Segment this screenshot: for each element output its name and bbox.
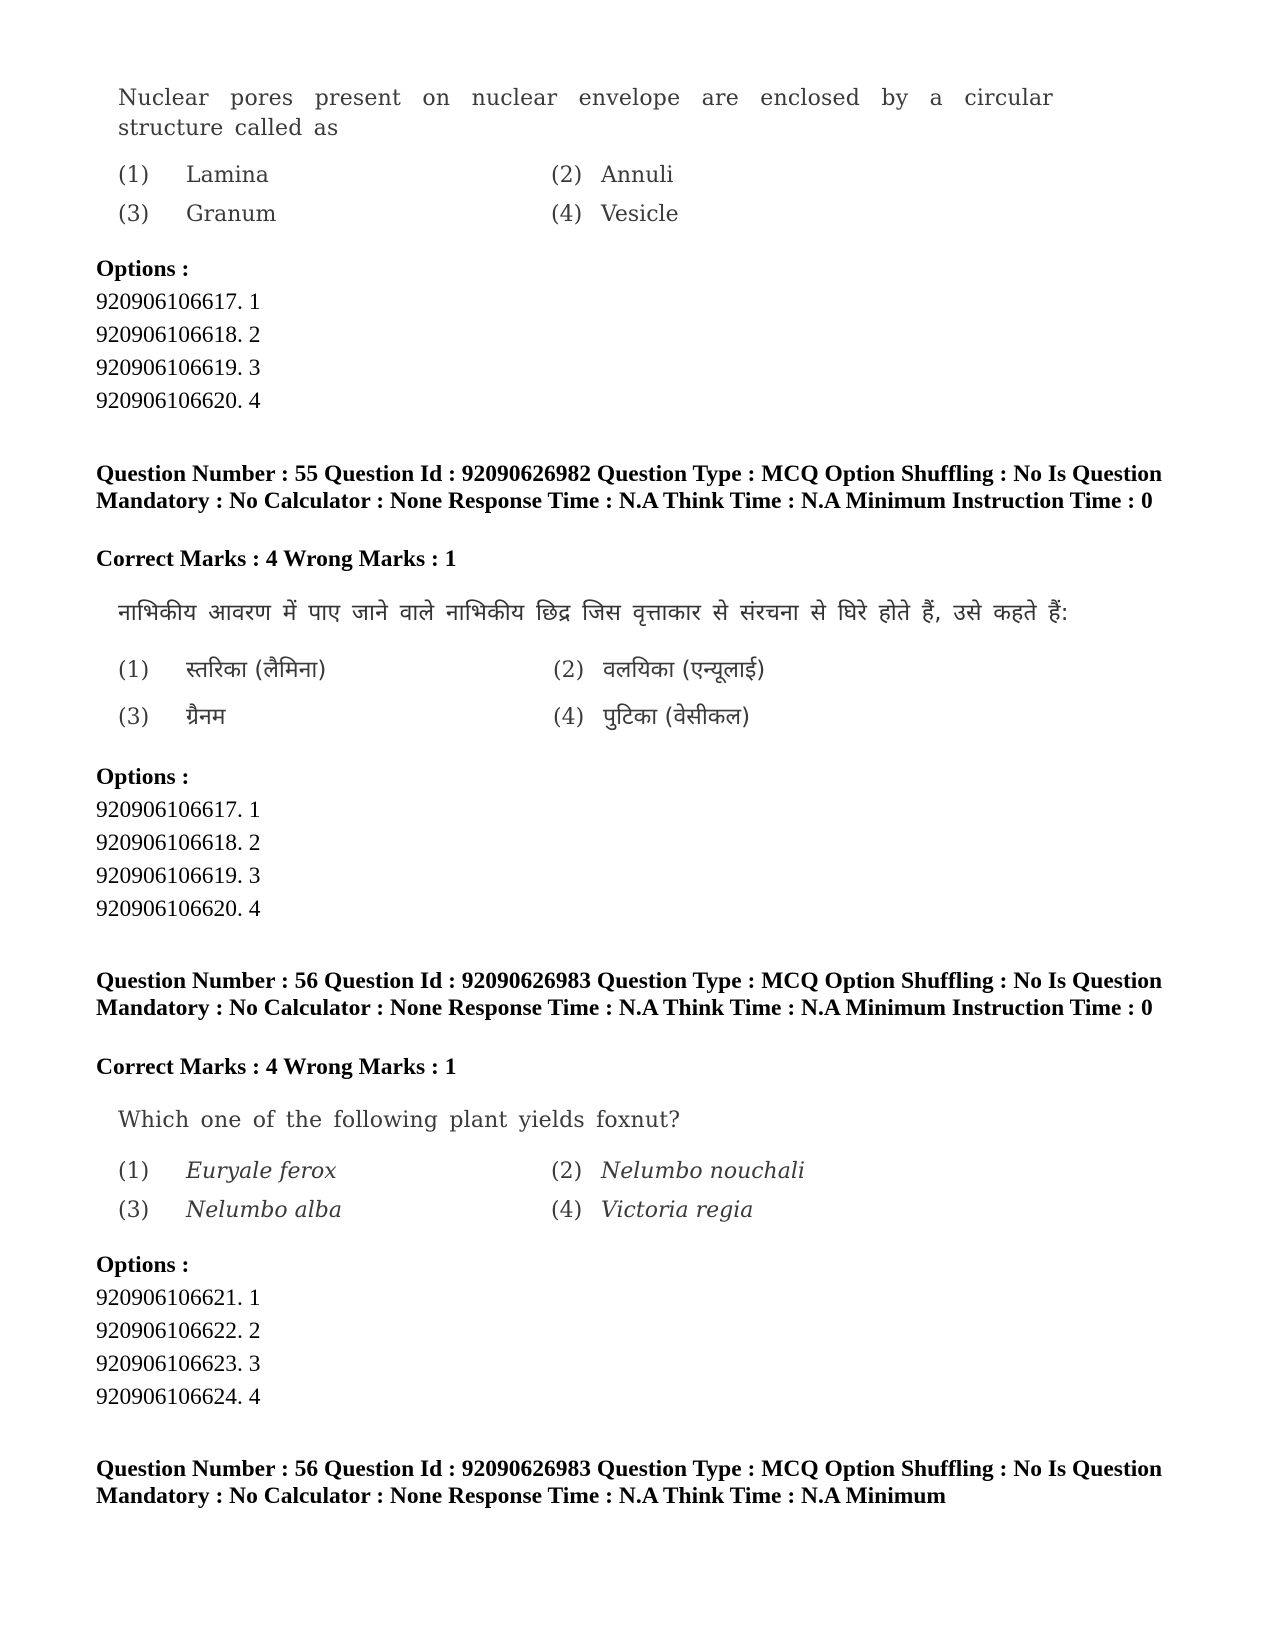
option-id-row: 920906106624. 4 (96, 1384, 261, 1410)
question-56-option-3: (3) Nelumbo alba (118, 1198, 343, 1223)
question-54-option-2: (2) Annuli (551, 163, 674, 188)
question-55-options-list (96, 761, 1206, 926)
question-56-body (118, 1106, 1078, 1236)
option-id-row: 920906106620. 4 (96, 896, 261, 922)
question-56-option-1: (1) Euryale ferox (118, 1159, 337, 1184)
option-id-row: 920906106621. 1 (96, 1285, 261, 1311)
question-54-body (118, 84, 1078, 234)
question-56-text: Which one of the following plant yields foxnut? (118, 1108, 681, 1133)
question-56-option-2: (2) Nelumbo nouchali (551, 1159, 805, 1184)
option-id-row: 920906106617. 1 (96, 797, 261, 823)
options-heading: Options : (96, 764, 190, 790)
option-id-row: 920906106618. 2 (96, 322, 261, 348)
question-56-header: Question Number : 56 Question Id : 92090626983 Question Type : MCQ Option Shuffling : No Is Question Mandatory : No Calculator : None Response Time : N.A Think Time : N.A Minimum Instruction Time : 0 (96, 968, 1163, 1021)
option-id-row: 920906106619. 3 (96, 863, 261, 889)
option-id-row: 920906106618. 2 (96, 830, 261, 856)
question-54-option-3: (3) Granum (118, 202, 277, 227)
question-56-marks: Correct Marks : 4 Wrong Marks : 1 (96, 1054, 457, 1080)
question-55-header: Question Number : 55 Question Id : 92090626982 Question Type : MCQ Option Shuffling : No Is Question Mandatory : No Calculator : None Response Time : N.A Think Time : N.A Minimum Instruction Time : 0 (96, 461, 1163, 514)
question-56-options-list (96, 1249, 1206, 1414)
question-55-text: नाभिकीय आवरण में पाए जाने वाले नाभिकीय छिद्र जिस वृत्ताकार से संरचना से घिरे होते हैं, उसे कहते हैं: (118, 600, 1069, 626)
option-id-row: 920906106623. 3 (96, 1351, 261, 1377)
question-55-body (118, 598, 1078, 748)
question-54-options-list (96, 253, 1206, 418)
question-55-option-4: (4) पुटिका (वेसीकल) (553, 704, 751, 730)
option-id-row: 920906106620. 4 (96, 388, 261, 414)
question-56-option-4: (4) Victoria regia (551, 1198, 754, 1223)
options-heading: Options : (96, 1252, 190, 1278)
question-54-option-4: (4) Vesicle (551, 202, 679, 227)
question-54-option-1: (1) Lamina (118, 163, 269, 188)
question-55-marks: Correct Marks : 4 Wrong Marks : 1 (96, 546, 457, 572)
question-55-option-2: (2) वलयिका (एन्यूलाई) (553, 657, 766, 683)
option-id-row: 920906106619. 3 (96, 355, 261, 381)
question-55-option-1: (1) स्तरिका (लैमिना) (118, 657, 327, 683)
options-heading: Options : (96, 256, 190, 282)
question-56-repeat-header: Question Number : 56 Question Id : 92090626983 Question Type : MCQ Option Shuffling : No Is Question Mandatory : No Calculator : None Response Time : N.A Think Time : N.A Minimum (96, 1456, 1163, 1509)
option-id-row: 920906106617. 1 (96, 289, 261, 315)
option-id-row: 920906106622. 2 (96, 1318, 261, 1344)
question-55-option-3: (3) ग्रैनम (118, 704, 226, 730)
question-54-text: Nuclear pores present on nuclear envelope are enclosed by a circular structure called as (118, 86, 1053, 141)
